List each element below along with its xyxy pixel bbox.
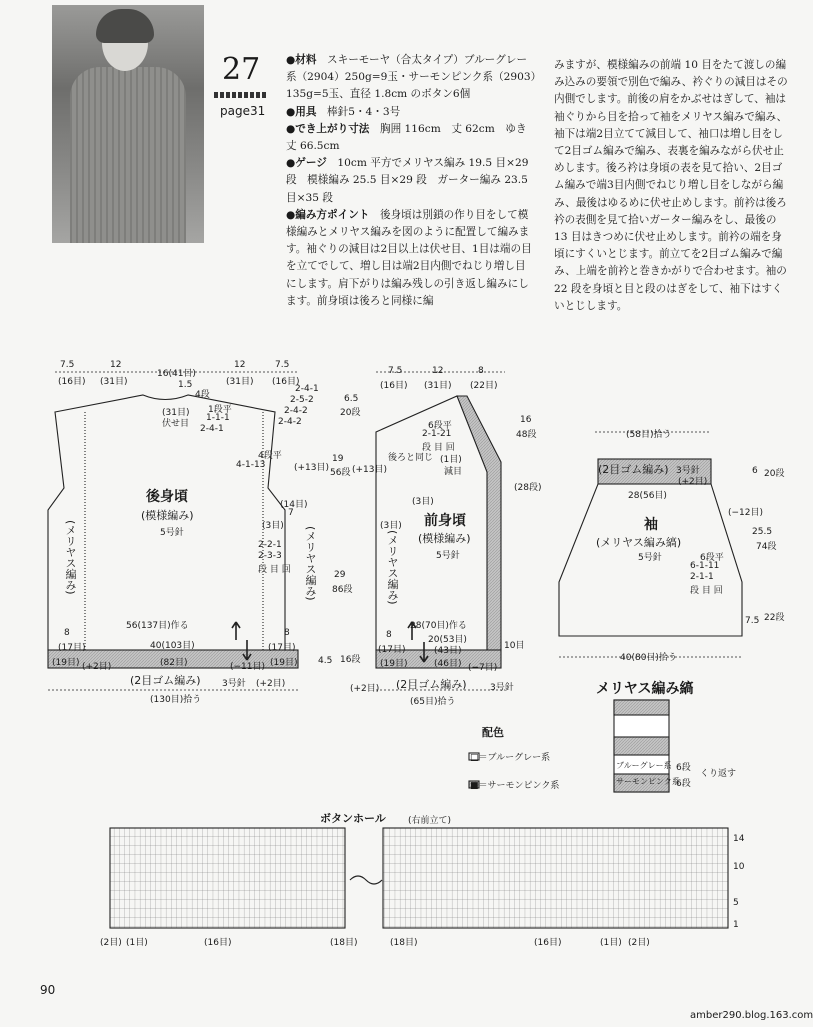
back-rib: 8 bbox=[284, 628, 290, 638]
sleeve-dec: 段 目 回 bbox=[690, 586, 723, 596]
back-dim: (16目) bbox=[58, 377, 86, 387]
sleeve-rib-label: 3号針 bbox=[676, 466, 700, 476]
buttonhole-chart bbox=[110, 828, 345, 928]
front-dim: 12 bbox=[432, 366, 444, 376]
front-rib: (+2目) bbox=[350, 684, 380, 694]
back-bind: (31目) bbox=[162, 408, 190, 418]
back-bind: 伏せ目 bbox=[162, 419, 190, 429]
front-rib: (17目) bbox=[378, 645, 406, 655]
watermark: amber290.blog.163.com bbox=[690, 1010, 813, 1021]
stripe-title: メリヤス編み縞 bbox=[596, 681, 694, 697]
front-rib-label: 3号針 bbox=[490, 683, 514, 693]
page-number: 90 bbox=[40, 983, 56, 997]
back-rib: 8 bbox=[64, 628, 70, 638]
finished-size: ●でき上がり寸法 胸囲 116cm 丈 62cm ゆき丈 66.5cm bbox=[286, 122, 527, 153]
buttonhole-count: (2目) bbox=[628, 938, 650, 948]
front-neck-dec: 2-1-21 bbox=[422, 429, 452, 439]
stripe-row: サーモンピンク系 bbox=[616, 777, 680, 786]
back-side: (3目) bbox=[262, 521, 284, 531]
front-neck-dec: (1目) bbox=[440, 455, 462, 465]
back-width: 40(103目) bbox=[150, 641, 195, 651]
back-side: (14目) bbox=[280, 500, 308, 510]
front-note: 後ろと同じ bbox=[388, 453, 434, 463]
back-inc: 段 目 回 bbox=[258, 565, 291, 575]
back-shoulder: 2-4-2 bbox=[278, 417, 302, 427]
front-width: (43目) bbox=[434, 646, 462, 656]
front-dim: (16目) bbox=[380, 381, 408, 391]
back-stockinette-left: (メリヤス編み) bbox=[64, 520, 77, 595]
front-neck: (28段) bbox=[514, 483, 542, 493]
sleeve-cuff: 7.5 bbox=[745, 616, 760, 626]
back-rib-height: 16段 bbox=[340, 655, 361, 665]
back-rib: (17目) bbox=[58, 643, 86, 653]
stripe-rows: 6段 bbox=[676, 763, 691, 773]
page-reference: page31 bbox=[220, 104, 266, 118]
buttonhole-row: 10 bbox=[733, 862, 745, 872]
back-stockinette-right: (メリヤス編み) bbox=[304, 526, 317, 601]
stripe-rows: 6段 bbox=[676, 779, 691, 789]
back-body-height: 86段 bbox=[332, 585, 353, 595]
back-neck-dec: 2-4-1 bbox=[200, 424, 224, 434]
front-inc: (+13目) bbox=[352, 465, 388, 475]
buttonhole-row: 14 bbox=[733, 834, 745, 844]
back-width: 56(137目)作る bbox=[126, 621, 189, 631]
back-shoulder: 2-4-2 bbox=[284, 406, 308, 416]
back-shoulder: 2-5-2 bbox=[290, 395, 314, 405]
front-subtitle: (模様編み) bbox=[418, 532, 471, 545]
sleeve-rib-label: (+2目) bbox=[678, 477, 708, 487]
back-dim: 16(41目) bbox=[157, 369, 196, 379]
back-armhole: 4段平 bbox=[258, 451, 282, 461]
back-neck: 4段 bbox=[195, 390, 210, 400]
stripe-repeat: くり返す bbox=[700, 769, 737, 779]
back-body-height: 29 bbox=[334, 570, 346, 580]
front-width: 28(70目)作る bbox=[410, 621, 467, 631]
gauge: ●ゲージ 10cm 平方でメリヤス編み 19.5 目×29 段 模様編み 25.5 目×29 段 ガーター編み 23.5 目×35 段 bbox=[286, 157, 529, 204]
back-pickup: (130目)拾う bbox=[150, 695, 202, 705]
sleeve-dec: 2-1-1 bbox=[690, 572, 714, 582]
front-stockinette: (メリヤス編み) bbox=[386, 530, 399, 605]
continuation-text: みますが、模様編みの前端 10 目をたて渡しの編み込みの要領で別色で編み、衿ぐりの減目はその内側でします。前後の肩をかぶせはぎして、袖は袖ぐりから目を拾って袖をメリヤス編みで編み、袖下は端2目立てて減目して、袖口は増し目をして2目ゴム編みで編み、表裏を編みながら伏せ止めします。後ろ衿は身頃の表を見て拾い、2目ゴム編みで端3目内側でねじり増し目をしながら編み、最後はゆるめに伏せ止めします。前衿は後ろ衿の表側を見て拾いガーター編みをし、最後の 13 目はきつめに伏せ止めします。前衿の端を身頃にすくいとじます。前立てを2目ゴム編みで編み、上端を前衿と巻きかがりで合わせます。袖の 22 段を身頃と目と段のはぎをして、袖下はすくいとじします。 bbox=[554, 59, 788, 312]
front-pt: (3目) bbox=[412, 497, 434, 507]
back-rib: (+2目) bbox=[82, 662, 112, 672]
front-needle: 5号針 bbox=[436, 551, 460, 561]
front-neck: 16 bbox=[520, 415, 532, 425]
back-rib-label: 3号針 bbox=[222, 679, 246, 689]
back-shoulder: 2-4-1 bbox=[295, 384, 319, 394]
back-title: 後身頃 bbox=[146, 489, 188, 505]
sleeve-needle: 5号針 bbox=[638, 553, 662, 563]
sleeve-subtitle: (メリヤス編み縞) bbox=[596, 536, 682, 549]
color-legend-item: ■＝サーモンピンク系 bbox=[470, 781, 560, 791]
sleeve-width: 28(56目) bbox=[628, 491, 667, 501]
sleeve-height: 74段 bbox=[756, 542, 777, 552]
color-legend-title: 配色 bbox=[482, 726, 504, 739]
sleeve-dec: 6段平 bbox=[700, 553, 724, 563]
front-pickup: (65目)拾う bbox=[410, 697, 456, 707]
back-subtitle: (模様編み) bbox=[141, 509, 194, 522]
back-dim: 12 bbox=[234, 360, 246, 370]
buttonhole-note: (右前立て) bbox=[408, 816, 452, 826]
back-dim: 7.5 bbox=[60, 360, 75, 370]
back-neck: 1.5 bbox=[178, 380, 193, 390]
back-side: 7 bbox=[288, 508, 294, 518]
back-rib: (82目) bbox=[160, 658, 188, 668]
front-rib: 8 bbox=[386, 630, 392, 640]
front-neck-dec: 6段平 bbox=[428, 421, 452, 431]
back-inc: 2-2-1 bbox=[258, 540, 282, 550]
back-armhole: (+13目) bbox=[294, 463, 330, 473]
materials: ●材料 スキーモーヤ（合太タイプ）ブルーグレー系（2904）250g=9玉・サーモンピンク系（2903）135g=5玉、直径 1.8cm のボタン6個 bbox=[286, 54, 536, 101]
back-armhole: 19 bbox=[332, 454, 344, 464]
buttonhole-count: (2目) bbox=[100, 938, 122, 948]
back-shoulder: 6.5 bbox=[344, 394, 359, 404]
back-inc: 2-3-3 bbox=[258, 551, 282, 561]
back-neck-dec: 1段平 bbox=[208, 405, 232, 415]
front-title: 前身頃 bbox=[424, 513, 466, 529]
back-neck-dec: 1-1-1 bbox=[206, 413, 230, 423]
knitting-points: ●編み方ポイント 後身頃は別鎖の作り目をして模様編みとメリヤス編みを図のように配置して編みます。袖ぐりの減目は2目以上は伏せ目、1目は端の目を立てでして、増し目は端2目内側でねじり増し目にします。肩下がりは編み残しの引き返し編みにします。前身頃は後ろと同様に編 bbox=[286, 208, 532, 307]
front-dim: (31目) bbox=[424, 381, 452, 391]
front-neck-dec: 減目 bbox=[444, 467, 463, 477]
back-rib-label: (2目ゴム編み) bbox=[130, 674, 201, 687]
back-dim: (16目) bbox=[272, 377, 300, 387]
front-rib: (−7目) bbox=[468, 663, 498, 673]
back-dim: (31目) bbox=[100, 377, 128, 387]
buttonhole-row: 1 bbox=[733, 920, 739, 930]
sleeve-rib-h: 20段 bbox=[764, 469, 785, 479]
front-dim: 8 bbox=[478, 366, 484, 376]
sleeve-dec: 6-1-11 bbox=[690, 561, 720, 571]
buttonhole-count: (18目) bbox=[330, 938, 358, 948]
buttonhole-count: (18目) bbox=[390, 938, 418, 948]
stripe-row: ブルーグレー系 bbox=[616, 761, 672, 770]
back-dim: 7.5 bbox=[275, 360, 290, 370]
sleeve-rib-label: (2目ゴム編み) bbox=[598, 463, 669, 476]
front-rib: (19目) bbox=[380, 659, 408, 669]
pattern-number: 27 bbox=[222, 52, 261, 87]
front-width: 20(53目) bbox=[428, 635, 467, 645]
front-neck: 48段 bbox=[516, 430, 537, 440]
front-rib: (46目) bbox=[434, 659, 462, 669]
sleeve-pick: (58目)拾う bbox=[626, 430, 672, 440]
color-legend-item: □＝ブルーグレー系 bbox=[470, 753, 551, 763]
sleeve-bottom: 40(80目)拾う bbox=[620, 653, 677, 663]
front-rib: 10目 bbox=[504, 641, 525, 651]
buttonhole-count: (16目) bbox=[534, 938, 562, 948]
sleeve-height: 25.5 bbox=[752, 527, 773, 537]
tools: ●用具 棒針5・4・3号 bbox=[286, 105, 401, 118]
back-dim: (31目) bbox=[226, 377, 254, 387]
back-rib-height: 4.5 bbox=[318, 656, 333, 666]
sleeve-title: 袖 bbox=[644, 517, 658, 533]
front-pt: (3目) bbox=[380, 521, 402, 531]
front-dim: 7.5 bbox=[388, 366, 403, 376]
back-needle: 5号針 bbox=[160, 528, 184, 538]
sleeve-cuff: 22段 bbox=[764, 613, 785, 623]
sleeve-dec: (−12目) bbox=[728, 508, 764, 518]
front-dim: (22目) bbox=[470, 381, 498, 391]
back-dim: 12 bbox=[110, 360, 122, 370]
back-rib: (19目) bbox=[270, 658, 298, 668]
back-armhole: 56段 bbox=[330, 468, 351, 478]
buttonhole-count: (1目) bbox=[126, 938, 148, 948]
back-shoulder: 20段 bbox=[340, 408, 361, 418]
sleeve-rib-h: 6 bbox=[752, 466, 758, 476]
back-rib: (19目) bbox=[52, 658, 80, 668]
buttonhole-row: 5 bbox=[733, 898, 739, 908]
front-rib-label: (2目ゴム編み) bbox=[396, 678, 467, 691]
buttonhole-count: (1目) bbox=[600, 938, 622, 948]
front-neck-dec: 段 目 回 bbox=[422, 443, 455, 453]
back-rib-label: (+2目) bbox=[256, 679, 286, 689]
buttonhole-title: ボタンホール bbox=[320, 812, 386, 825]
back-rib: (17目) bbox=[268, 643, 296, 653]
buttonhole-count: (16目) bbox=[204, 938, 232, 948]
back-rib: (−11目) bbox=[230, 662, 266, 672]
back-armhole: 4-1-13 bbox=[236, 460, 266, 470]
